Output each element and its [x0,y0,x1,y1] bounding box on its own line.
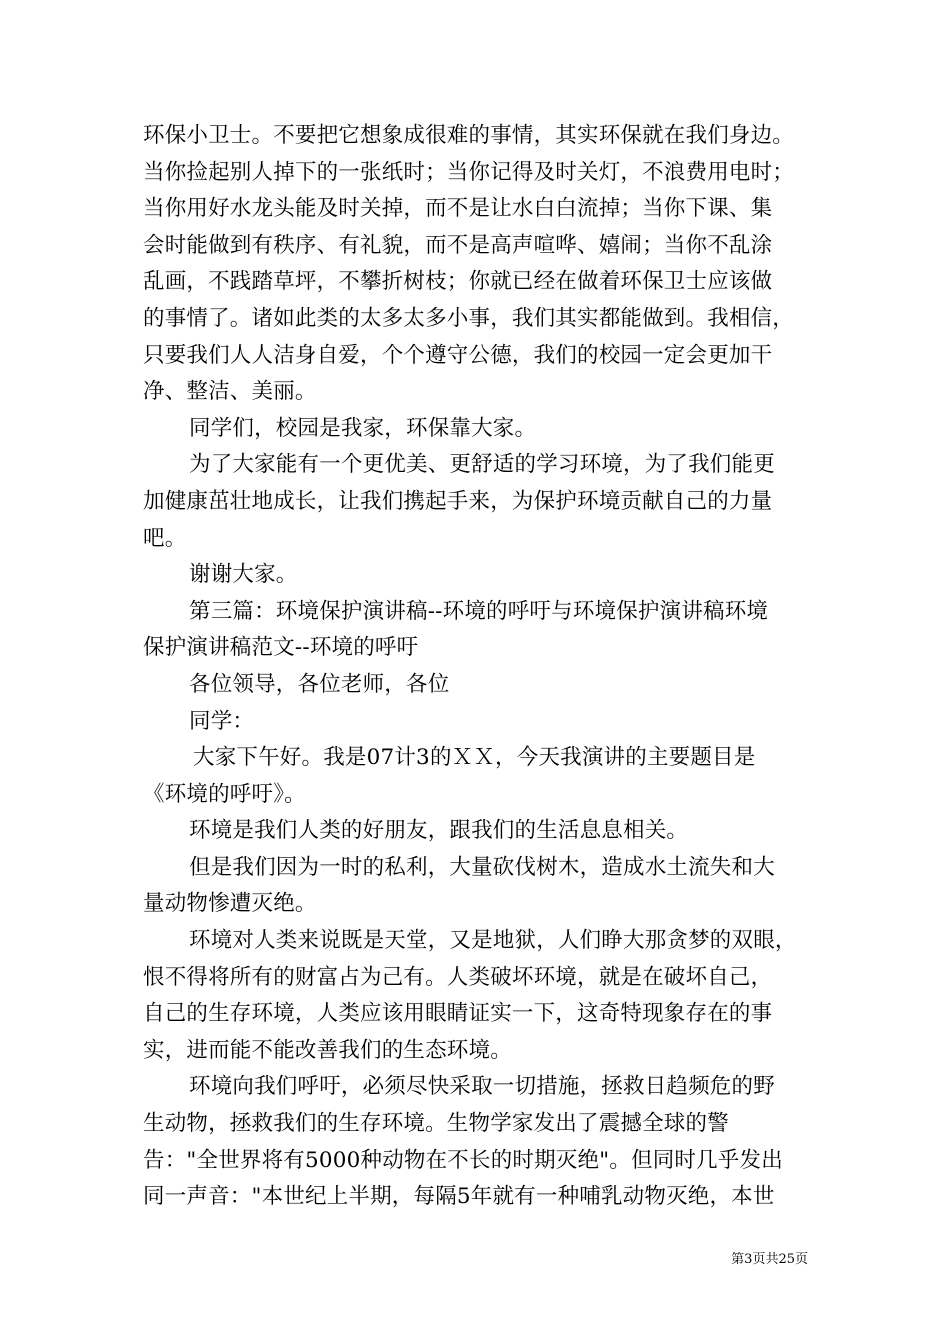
text-line: 净、整洁、美丽。 [143,379,317,405]
text-line: 当你捡起别人掉下的一张纸时；当你记得及时关灯，不浪费用电时； [143,159,795,185]
text-line: 谢谢大家。 [189,562,298,588]
text-line: 同一声音："本世纪上半期，每隔5年就有一种哺乳动物灭绝，本世 [143,1184,775,1210]
text-line: 的事情了。诸如此类的太多太多小事，我们其实都能做到。我相信， [143,305,795,331]
text-line: 环境是我们人类的好朋友，跟我们的生活息息相关。 [189,818,689,844]
text-line: 同学们，校园是我家，环保靠大家。 [189,415,537,441]
text-line: 环保小卫士。不要把它想象成很难的事情，其实环保就在我们身边。 [143,123,795,148]
text-line: 各位领导，各位老师，各位 [189,671,450,697]
text-line: 环境向我们呼吁，必须尽快采取一切措施，拯救日趋频危的野 [189,1074,775,1100]
text-line: 恨不得将所有的财富占为己有。人类破坏环境，就是在破坏自己， [143,964,773,990]
section-heading: 保护演讲稿范文--环境的呼吁 [143,635,419,661]
text-line: 当你用好水龙头能及时关掉，而不是让水白白流掉；当你下课、集 [143,196,773,222]
text-line: 同学： [189,708,255,734]
text-line: 只要我们人人洁身自爱，个个遵守公德，我们的校园一定会更加干 [143,342,773,368]
text-line: 量动物惨遭灭绝。 [143,891,317,917]
text-line: 实，进而能不能改善我们的生态环境。 [143,1037,512,1063]
text-line: 自己的生存环境，人类应该用眼睛证实一下，这奇特现象存在的事 [143,1001,773,1027]
text-line: 为了大家能有一个更优美、更舒适的学习环境，为了我们能更 [189,452,775,478]
text-line: 加健康茁壮地成长，让我们携起手来，为保护环境贡献自己的力量 [143,488,773,514]
document-body [143,118,815,1216]
section-heading: 第三篇：环境保护演讲稿--环境的呼吁与环境保护演讲稿环境 [189,598,769,624]
text-line: 但是我们因为一时的私利，大量砍伐树木，造成水土流失和大 [189,854,775,880]
text-line: 乱画，不践踏草坪，不攀折树枝；你就已经在做着环保卫士应该做 [143,269,773,295]
text-line: 《环境的呼吁》。 [143,781,306,807]
text-line: 生动物，拯救我们的生存环境。生物学家发出了震撼全球的警 [143,1111,729,1137]
page-number: 第3页共25页 [731,1252,808,1267]
text-line: 会时能做到有秩序、有礼貌，而不是高声喧哗、嬉闹；当你不乱涂 [143,232,773,258]
text-line: 告："全世界将有5000种动物在不长的时期灭绝"。但同时几乎发出 [143,1147,783,1173]
text-line: 吧。 [143,525,187,551]
text-line: 大家下午好。我是07计3的ＸＸ，今天我演讲的主要题目是 [193,745,756,771]
text-line: 环境对人类来说既是天堂，又是地狱，人们睁大那贪梦的双眼， [189,928,797,954]
